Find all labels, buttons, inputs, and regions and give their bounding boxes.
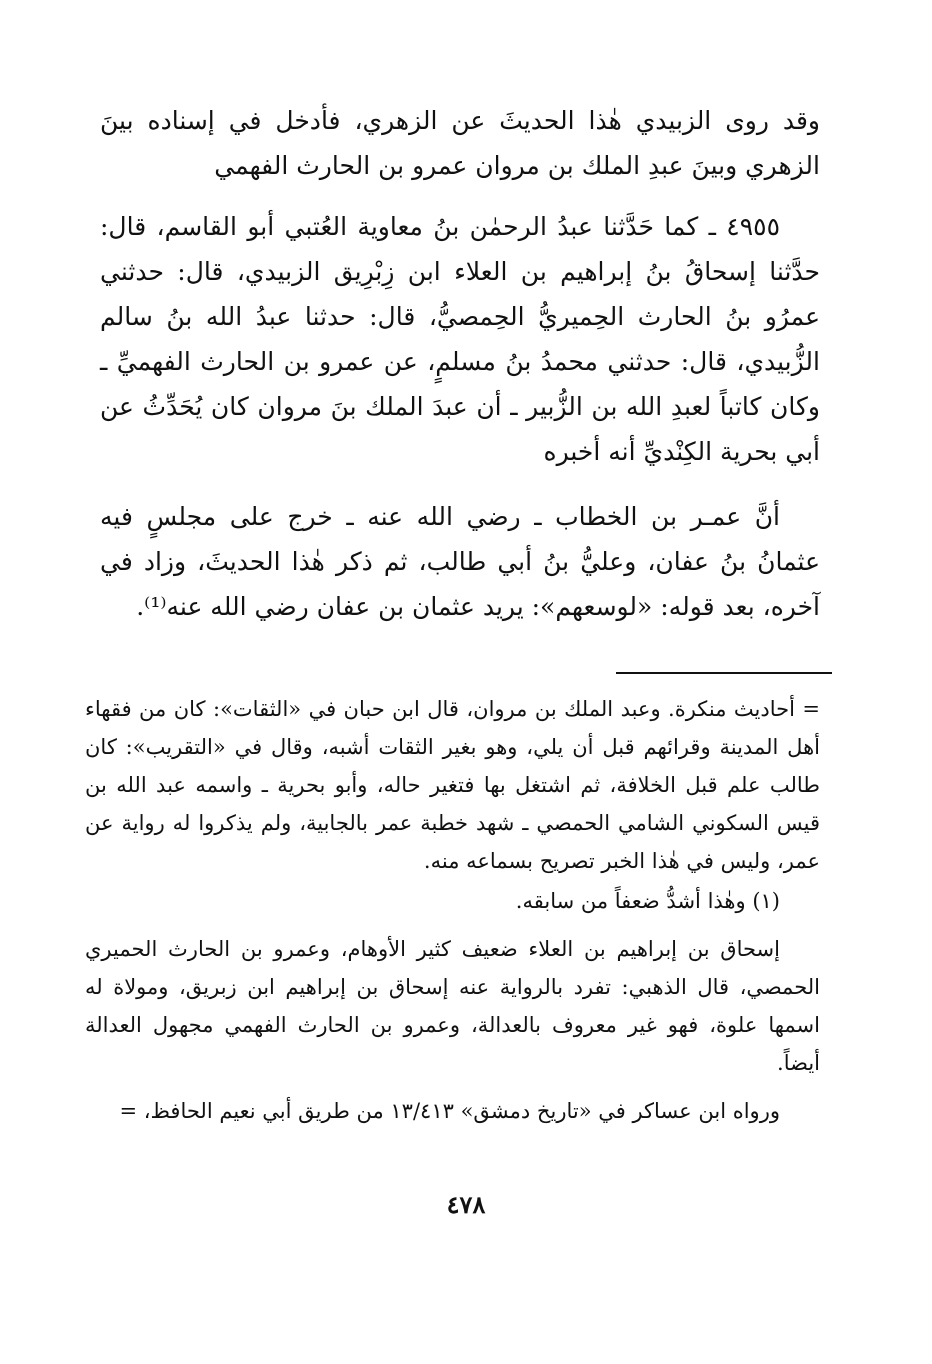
footnotes [85,690,820,1130]
main-paragraph-hadith-text: أنَّ عمـر بن الخطاب ـ رضي الله عنه ـ خرج على مجلسٍ فيه عثمانُ بنُ عفان، وعليُّ بنُ أبي طالب، ثم ذكر هٰذا الحديثَ، وزاد في آخره، بعد قوله: «لوسعهم»: يريد عثمان بن عفان رضي الله عنه⁽¹⁾. [100,502,820,621]
main-text [100,98,820,629]
main-paragraph-intro: وقد روى الزبيدي هٰذا الحديثَ عن الزهري، فأدخل في إسناده بينَ الزهري وبينَ عبدِ الملك بن مروان عمرو بن الحارث الفهمي [100,106,820,180]
footnote-1-paragraph-2: إسحاق بن إبراهيم بن العلاء ضعيف كثير الأوهام، وعمرو بن الحارث الحميري الحمصي، قال الذهبي: تفرد بالرواية عنه إسحاق بن إبراهيم ابن زبريق، ومولاة له اسمها علوة، فهو غير معروف بالعدالة، وعمرو بن الحارث الفهمي مجهول العدالة أيضاً. [85,937,820,1075]
footnote-continuation: = أحاديث منكرة. وعبد الملك بن مروان، قال ابن حبان في «الثقات»: كان من فقهاء أهل المدينة وقرائهم قبل أن يلي، وهو بغير الثقات أشبه، وقال في «التقريب»: كان طالب علم قبل الخلافة، ثم اشتغل بها فتغير حاله، وأبو بحرية ـ واسمه عبد الله بن قيس السكوني الشامي الحمصي ـ شهد خطبة عمر بالجابية، ولم يذكروا له رواية عن عمر، وليس في هٰذا الخبر تصريح بسماعه منه. [85,697,820,873]
page-number: ٤٧٨ [446,1190,486,1219]
footnote-1: (١) وهٰذا أشدُّ ضعفاً من سابقه. [515,889,780,913]
footnote-1-paragraph-3: ورواه ابن عساكر في «تاريخ دمشق» ١٣/٤١٣ من طريق أبي نعيم الحافظ، = [119,1099,780,1123]
main-paragraph-hadith-chain: ٤٩٥٥ ـ كما حَدَّثنا عبدُ الرحمٰن بنُ معاوية العُتبي أبو القاسم، قال: حدَّثنا إسحاقُ بنُ إبراهيم بن العلاء ابن زِبْرِيق الزبيدي، قال: حدثني عمرُو بنُ الحارث الحِميريُّ الحِمصيُّ، قال: حدثنا عبدُ الله بنُ سالم الزُّبيدي، قال: حدثني محمدُ بنُ مسلمٍ، عن عمرو بن الحارث الفهميِّ ـ وكان كاتباً لعبدِ الله بن الزُّبير ـ أن عبدَ الملك بنَ مروان كان يُحَدِّثُ عن أبي بحرية الكِنْديِّ أنه أخبره [100,212,820,466]
footnote-separator [616,672,832,674]
